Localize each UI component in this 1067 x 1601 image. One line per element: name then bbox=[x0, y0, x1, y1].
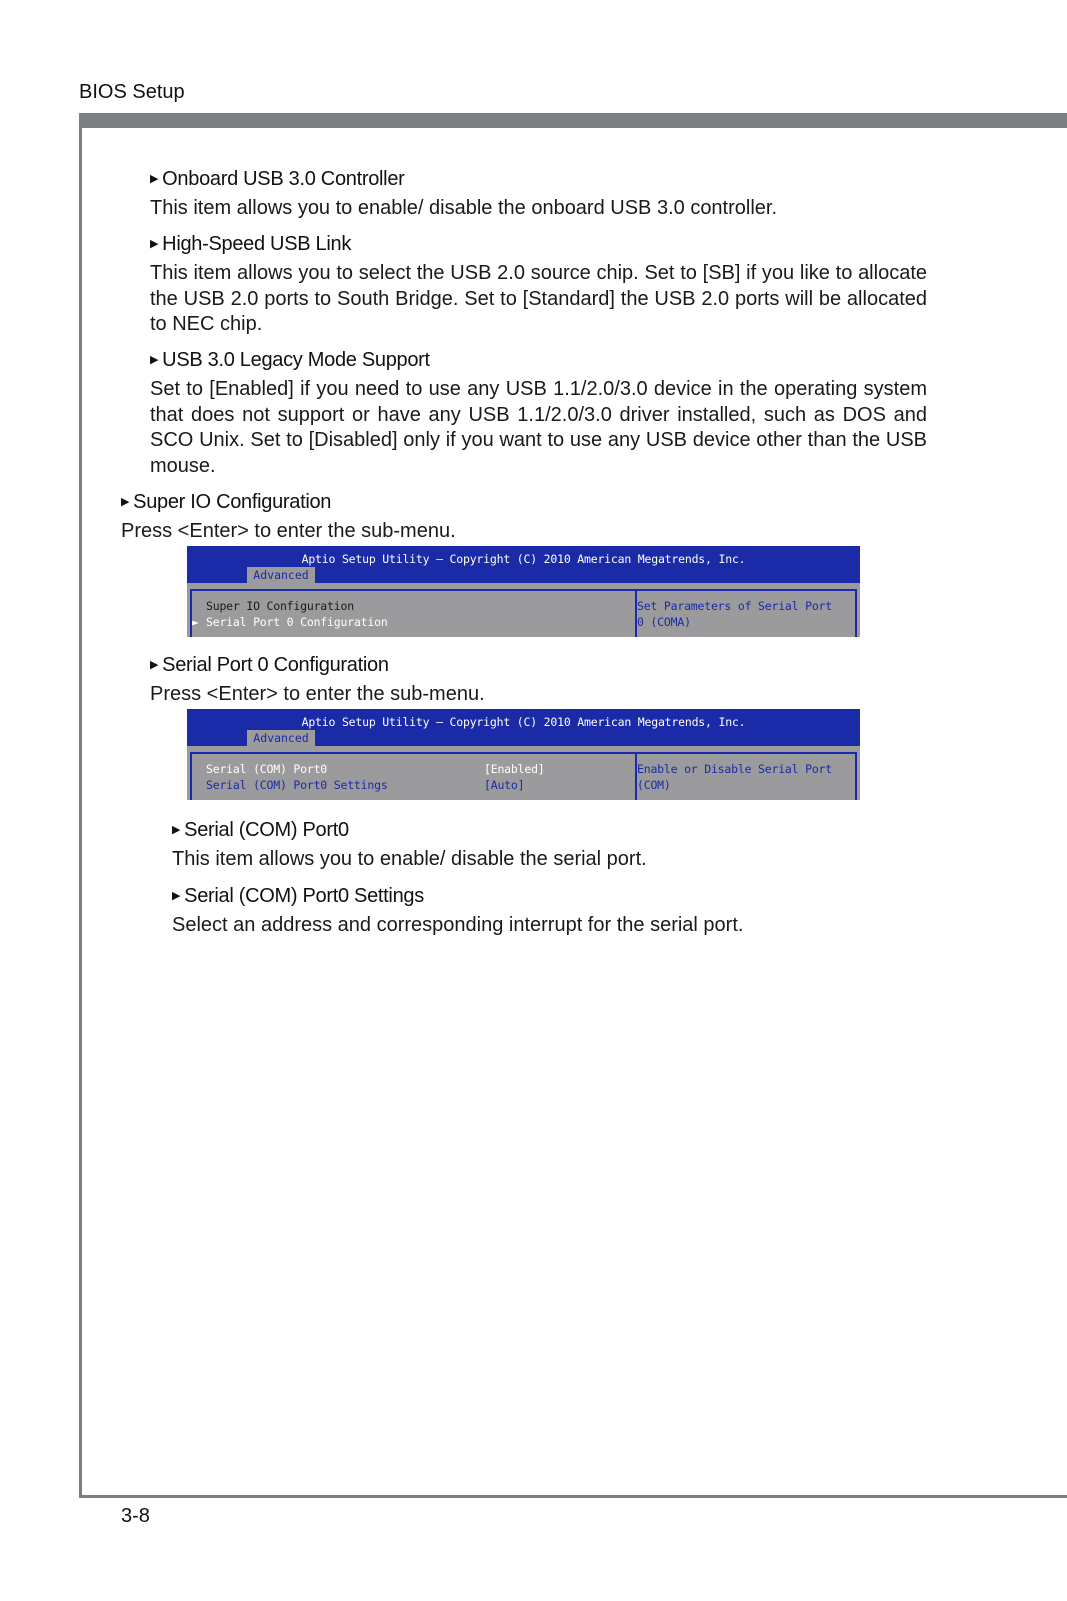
bios-row-serial-com-port0-value: [Enabled] bbox=[484, 762, 545, 776]
para-serial-com-port0: This item allows you to enable/ disable the serial port. bbox=[172, 848, 647, 870]
para-high-speed-usb: This item allows you to select the USB 2.0 source chip. Set to [SB] if you like to allocate the USB 2.0 ports to South Bridge. Set to [Standard] the USB 2.0 ports will be allocated to NEC chip. bbox=[150, 262, 927, 335]
triangle-bullet-icon: ▶ bbox=[121, 496, 130, 508]
bios-row-port0-settings-label: Serial (COM) Port0 Settings bbox=[206, 778, 388, 792]
bios-help-line-2: 0 (COMA) bbox=[637, 615, 691, 629]
heading-serial-com-port0-settings: ▶ Serial (COM) Port0 Settings bbox=[172, 885, 424, 907]
page-number: 3-8 bbox=[121, 1505, 150, 1527]
header-bar bbox=[80, 113, 1067, 128]
triangle-bullet-icon: ▶ bbox=[150, 354, 159, 366]
bios-tab-advanced: Advanced bbox=[247, 730, 315, 746]
para-serial-port0-config: Press <Enter> to enter the sub-menu. bbox=[150, 683, 485, 705]
heading-super-io: ▶ Super IO Configuration bbox=[121, 491, 332, 513]
triangle-bullet-icon: ▶ bbox=[150, 173, 159, 185]
bios-menu-title: Super IO Configuration bbox=[206, 599, 354, 613]
bios-tab-advanced: Advanced bbox=[247, 567, 315, 583]
bios-title: Aptio Setup Utility – Copyright (C) 2010 American Megatrends, Inc. bbox=[301, 715, 746, 729]
bios-screenshot-serial-port0 bbox=[187, 709, 860, 800]
bios-divider bbox=[635, 752, 637, 800]
bios-title: Aptio Setup Utility – Copyright (C) 2010 American Megatrends, Inc. bbox=[301, 552, 746, 566]
heading-usb3-controller: ▶ Onboard USB 3.0 Controller bbox=[150, 168, 405, 190]
bios-menu-item-serial-port0: Serial Port 0 Configuration bbox=[206, 615, 388, 629]
para-super-io: Press <Enter> to enter the sub-menu. bbox=[121, 520, 456, 542]
bios-frame bbox=[190, 752, 857, 800]
left-rule bbox=[79, 113, 82, 1497]
bios-divider bbox=[635, 589, 637, 637]
heading-usb3-legacy: ▶ USB 3.0 Legacy Mode Support bbox=[150, 349, 430, 371]
triangle-bullet-icon: ▶ bbox=[150, 659, 159, 671]
para-serial-com-port0-settings: Select an address and corresponding interrupt for the serial port. bbox=[172, 914, 744, 936]
triangle-bullet-icon: ▶ bbox=[172, 824, 181, 836]
heading-high-speed-usb: ▶ High-Speed USB Link bbox=[150, 233, 352, 255]
triangle-bullet-icon: ▶ bbox=[150, 238, 159, 250]
bios-screenshot-super-io bbox=[187, 546, 860, 637]
bios-pointer-icon: ► bbox=[192, 615, 199, 629]
bios-help-line-2: (COM) bbox=[637, 778, 671, 792]
para-usb3-legacy: Set to [Enabled] if you need to use any USB 1.1/2.0/3.0 device in the operating system that does not support or have any USB 1.1/2.0/3.0 driver installed, such as DOS and SCO Unix. Set to [Disabled] only if you want to use any USB device other than the USB mouse. bbox=[150, 378, 927, 477]
para-usb3-controller: This item allows you to enable/ disable the onboard USB 3.0 controller. bbox=[150, 197, 778, 219]
bios-help-line-1: Set Parameters of Serial Port bbox=[637, 599, 832, 613]
bios-row-port0-settings-value: [Auto] bbox=[484, 778, 525, 792]
heading-serial-port0-config: ▶ Serial Port 0 Configuration bbox=[150, 654, 389, 676]
triangle-bullet-icon: ▶ bbox=[172, 890, 181, 902]
bios-help-line-1: Enable or Disable Serial Port bbox=[637, 762, 832, 776]
heading-serial-com-port0: ▶ Serial (COM) Port0 bbox=[172, 819, 349, 841]
bios-row-serial-com-port0-label: Serial (COM) Port0 bbox=[206, 762, 328, 776]
page-header-title: BIOS Setup bbox=[79, 81, 185, 103]
bottom-rule bbox=[79, 1495, 1067, 1498]
bios-frame bbox=[190, 589, 857, 637]
